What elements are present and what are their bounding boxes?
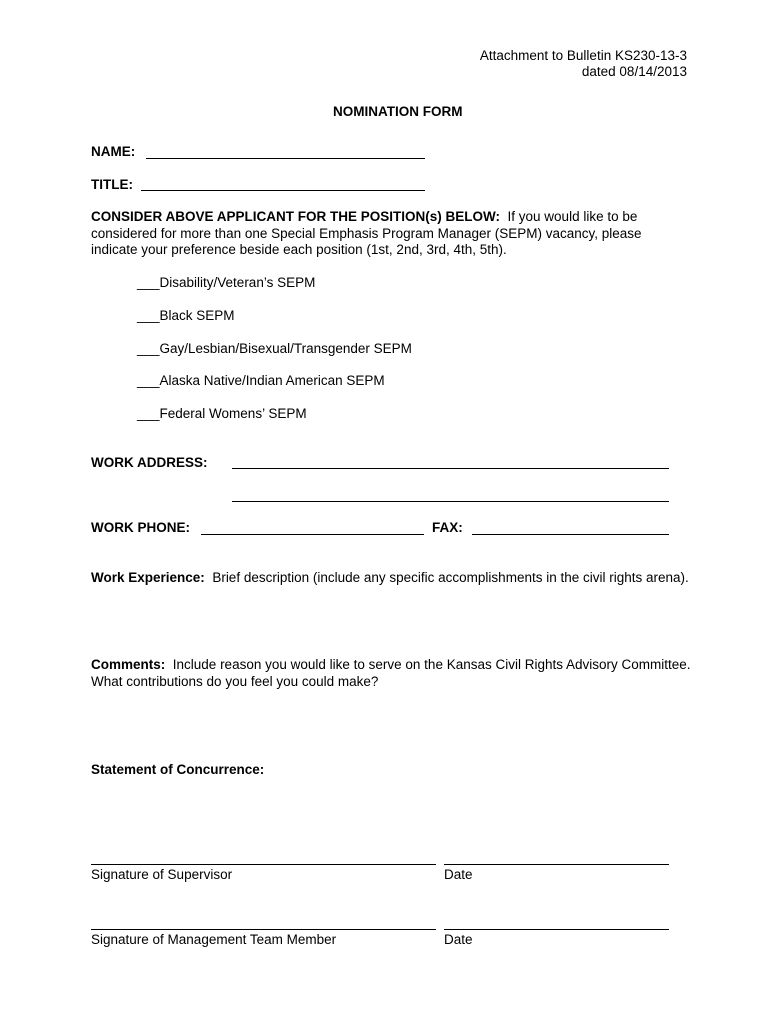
consider-heading: CONSIDER ABOVE APPLICANT FOR THE POSITION(s) BELOW:: [91, 209, 501, 224]
comments-text-1: Include reason you would like to serve on the Kansas Civil Rights Advisory Committee.: [172, 657, 691, 672]
name-label: NAME:: [91, 144, 136, 159]
supervisor-date-line[interactable]: [444, 864, 669, 865]
management-signature-line[interactable]: [91, 929, 436, 930]
name-field-line[interactable]: [146, 158, 425, 159]
title-label: TITLE:: [91, 177, 133, 192]
position-option-glbt[interactable]: ___Gay/Lesbian/Bisexual/Transgender SEPM: [137, 341, 412, 356]
position-option-alaska-native[interactable]: ___Alaska Native/Indian American SEPM: [137, 373, 385, 388]
position-option-black[interactable]: ___Black SEPM: [137, 308, 235, 323]
comments-paragraph: [91, 657, 731, 690]
attachment-reference: Attachment to Bulletin KS230-13-3: [479, 48, 687, 63]
consider-text-2: considered for more than one Special Emphasis Program Manager (SEPM) vacancy, please: [91, 225, 642, 241]
work-phone-line[interactable]: [201, 534, 424, 535]
work-address-line-1[interactable]: [232, 468, 669, 469]
comments-label: Comments:: [91, 657, 166, 672]
consider-text-3: indicate your preference beside each position (1st, 2nd, 3rd, 4th, 5th).: [91, 242, 507, 257]
consider-text-1: If you would like to be: [507, 209, 638, 224]
supervisor-date-label: Date: [444, 867, 473, 882]
supervisor-signature-label: Signature of Supervisor: [91, 867, 233, 882]
consider-paragraph: [91, 209, 691, 259]
work-phone-label: WORK PHONE:: [91, 520, 190, 535]
fax-label: FAX:: [432, 520, 463, 535]
management-date-line[interactable]: [444, 929, 669, 930]
position-option-disability-veteran[interactable]: ___Disability/Veteran’s SEPM: [137, 275, 316, 290]
supervisor-signature-line[interactable]: [91, 864, 436, 865]
work-address-label: WORK ADDRESS:: [91, 455, 208, 470]
fax-line[interactable]: [472, 534, 669, 535]
concurrence-label: Statement of Concurrence:: [91, 762, 265, 777]
work-address-line-2[interactable]: [232, 501, 669, 502]
work-experience-label: Work Experience:: [91, 570, 205, 585]
management-signature-label: Signature of Management Team Member: [91, 932, 337, 947]
management-date-label: Date: [444, 932, 473, 947]
work-experience: [91, 570, 689, 585]
work-experience-text: Brief description (include any specific accomplishments in the civil rights arena).: [212, 570, 689, 585]
position-option-federal-womens[interactable]: ___Federal Womens’ SEPM: [137, 406, 307, 421]
form-title: NOMINATION FORM: [333, 104, 463, 119]
comments-text-2: What contributions do you feel you could make?: [91, 673, 379, 689]
title-field-line[interactable]: [141, 190, 425, 191]
attachment-date: dated 08/14/2013: [581, 64, 687, 79]
